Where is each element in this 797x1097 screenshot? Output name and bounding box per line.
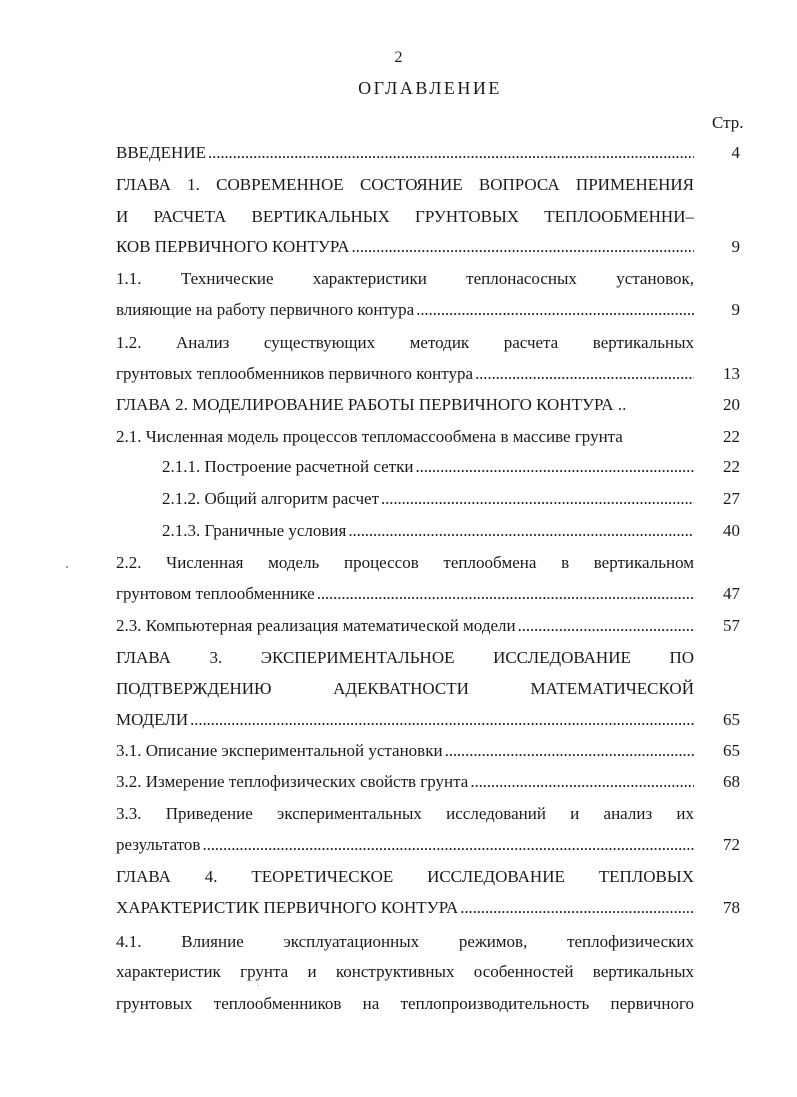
scan-speck	[258, 985, 259, 986]
toc-entry-chapter-1-line-3[interactable]: КОВ ПЕРВИЧНОГО КОНТУРА . . .	[116, 235, 694, 259]
toc-entry-3-3-line-1[interactable]: 3.3. Приведение экспериментальных исследований и анализ их	[116, 804, 694, 823]
toc-entry-4-1-line-2[interactable]: характеристик грунта и конструктивных особенностей вертикальных	[116, 962, 694, 981]
toc-entry-3-1[interactable]: 3.1. Описание экспериментальной установки . . .	[116, 739, 694, 763]
toc-page-number: 9	[731, 300, 740, 319]
toc-entry-chapter-4-line-1[interactable]: ГЛАВА 4. ТЕОРЕТИЧЕСКОЕ ИССЛЕДОВАНИЕ ТЕПЛОВЫХ	[116, 867, 694, 886]
toc-page-number: 22	[723, 427, 740, 446]
toc-entry-2-1-3[interactable]: 2.1.3. Граничные условия . . .	[162, 519, 694, 543]
toc-entry-2-2-line-1[interactable]: 2.2. Численная модель процессов теплообмена в вертикальном	[116, 553, 694, 572]
toc-page-number: 4	[731, 143, 740, 162]
toc-page-number: 9	[731, 237, 740, 256]
page-column-label: Стр.	[712, 113, 744, 132]
toc-page-number: 78	[723, 898, 740, 917]
toc-entry-1-2-line-1[interactable]: 1.2. Анализ существующих методик расчета вертикальных	[116, 333, 694, 352]
toc-page-number: 47	[723, 584, 740, 603]
toc-page-number: 13	[723, 364, 740, 383]
toc-entry-2-1-1[interactable]: 2.1.1. Построение расчетной сетки . . .	[162, 455, 694, 479]
toc-page-number: 65	[723, 710, 740, 729]
toc-entry-chapter-2[interactable]: ГЛАВА 2. МОДЕЛИРОВАНИЕ РАБОТЫ ПЕРВИЧНОГО КОНТУРА ..	[116, 395, 627, 414]
toc-page-number: 40	[723, 521, 740, 540]
toc-entry-3-2[interactable]: 3.2. Измерение теплофизических свойств грунта . . .	[116, 770, 694, 794]
toc-page-number: 57	[723, 616, 740, 635]
toc-entry-chapter-1-line-1[interactable]: ГЛАВА 1. СОВРЕМЕННОЕ СОСТОЯНИЕ ВОПРОСА ПРИМЕНЕНИЯ	[116, 175, 694, 194]
toc-entry-2-1[interactable]: 2.1. Численная модель процессов тепломассообмена в массиве грунта	[116, 427, 623, 446]
toc-entry-1-2-line-2[interactable]: грунтовых теплообменников первичного контура . . .	[116, 362, 694, 386]
toc-entry-4-1-line-3[interactable]: грунтовых теплообменников на теплопроизводительность первичного	[116, 994, 694, 1013]
toc-entry-1-1-line-2[interactable]: влияющие на работу первичного контура . . .	[116, 298, 694, 322]
toc-entry-2-1-2[interactable]: 2.1.2. Общий алгоритм расчет . . .	[162, 487, 694, 511]
toc-entry-3-3-line-2[interactable]: результатов . . .	[116, 833, 694, 857]
toc-entry-chapter-1-line-2[interactable]: И РАСЧЕТА ВЕРТИКАЛЬНЫХ ГРУНТОВЫХ ТЕПЛООБМЕННИ–	[116, 207, 694, 226]
toc-entry-chapter-3-line-1[interactable]: ГЛАВА 3. ЭКСПЕРИМЕНТАЛЬНОЕ ИССЛЕДОВАНИЕ ПО	[116, 648, 694, 667]
toc-entry-4-1-line-1[interactable]: 4.1. Влияние эксплуатационных режимов, теплофизических	[116, 932, 694, 951]
toc-page-number: 27	[723, 489, 740, 508]
toc-entry-chapter-3-line-3[interactable]: МОДЕЛИ . . .	[116, 708, 694, 732]
toc-entry-2-3[interactable]: 2.3. Компьютерная реализация математической модели . . .	[116, 614, 694, 638]
toc-page-number: 22	[723, 457, 740, 476]
scan-speck	[66, 566, 68, 568]
toc-entry-introduction[interactable]: ВВЕДЕНИЕ . . .	[116, 141, 694, 165]
toc-entry-chapter-3-line-2[interactable]: ПОДТВЕРЖДЕНИЮ АДЕКВАТНОСТИ МАТЕМАТИЧЕСКОЙ	[116, 679, 694, 698]
toc-entry-2-2-line-2[interactable]: грунтовом теплообменнике . . .	[116, 582, 694, 606]
toc-page-number: 65	[723, 741, 740, 760]
page-title: ОГЛАВЛЕНИЕ	[358, 78, 502, 98]
page-number: 2	[394, 49, 403, 66]
toc-page-number: 20	[723, 395, 740, 414]
toc-page-number: 68	[723, 772, 740, 791]
toc-page-number: 72	[723, 835, 740, 854]
toc-entry-chapter-4-line-2[interactable]: ХАРАКТЕРИСТИК ПЕРВИЧНОГО КОНТУРА . . .	[116, 896, 694, 920]
toc-entry-1-1-line-1[interactable]: 1.1. Технические характеристики теплонасосных установок,	[116, 269, 694, 288]
